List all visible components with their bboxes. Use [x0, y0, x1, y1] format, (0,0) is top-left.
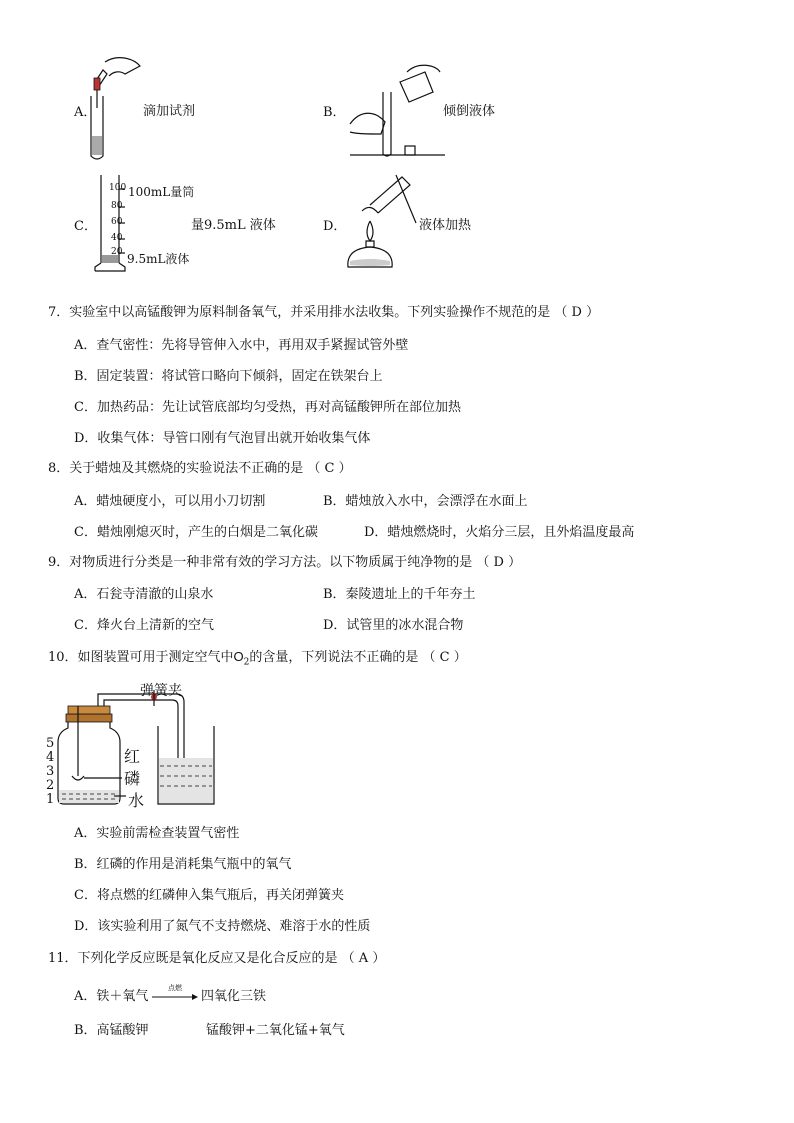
phosphorus-label: 磷: [124, 769, 141, 788]
q11-option-b-reactant: B．高锰酸钾: [74, 1023, 149, 1038]
q7-option-d: D．收集气体：导管口刚有气泡冒出就开始收集气体: [74, 431, 371, 446]
cylinder-mark-40: 40: [111, 233, 123, 243]
q10-stem-post: 的含量，下列说法不正确的是 （ C ）: [249, 650, 467, 665]
q9-option-c: C．烽火台上清新的空气: [74, 618, 214, 633]
bottle-mark-2: 2: [46, 778, 55, 793]
q6-option-b-letter: B．: [323, 105, 346, 120]
q6-option-c-letter: C．: [74, 219, 97, 234]
q7-option-c: C．加热药品：先让试管底部均匀受热，再对高锰酸钾所在部位加热: [74, 400, 461, 415]
clamp-label: 弹簧夹: [140, 683, 182, 699]
reaction-arrow: [152, 993, 200, 1001]
heating-figure: [340, 175, 420, 275]
cylinder-name: 100mL量筒: [128, 185, 195, 199]
q6-option-b-label: 倾倒液体: [443, 104, 496, 119]
q11-stem: 11．下列化学反应既是氧化反应又是化合反应的是 （ A ）: [48, 951, 386, 966]
cylinder-mark-80: 80: [111, 201, 123, 211]
cylinder-liquid: 9.5mL液体: [127, 252, 190, 266]
q8-stem: 8．关于蜡烛及其燃烧的实验说法不正确的是 （ C ）: [48, 461, 352, 476]
cylinder-mark-100: 100: [109, 183, 127, 193]
q6-option-c-label: 量9.5mL 液体: [191, 218, 276, 233]
q6-option-d-label: 液体加热: [419, 218, 472, 233]
q10-option-d: D．该实验利用了氮气不支持燃烧、难溶于水的性质: [74, 919, 371, 934]
q11-option-a-reactants: A．铁＋氧气: [74, 989, 149, 1004]
q8-option-c: C．蜡烛刚熄灭时，产生的白烟是二氧化碳: [74, 525, 318, 540]
cylinder-mark-20: 20: [111, 247, 123, 257]
q7-option-b: B．固定装置：将试管口略向下倾斜，固定在铁架台上: [74, 369, 383, 384]
bottle-mark-1: 1: [46, 792, 55, 807]
q11-option-a-condition: 点燃: [168, 984, 182, 992]
q10-option-c: C．将点燃的红磷伸入集气瓶后，再关闭弹簧夹: [74, 888, 344, 903]
q8-option-b: B．蜡烛放入水中，会漂浮在水面上: [323, 494, 528, 509]
q6-option-d-letter: D．: [323, 219, 347, 234]
q6-option-a-label: 滴加试剂: [143, 104, 196, 119]
pouring-figure: [345, 62, 455, 162]
q10-stem-sub: 2: [243, 657, 250, 668]
q7-option-a: A．查气密性：先将导管伸入水中，再用双手紧握试管外壁: [74, 338, 409, 353]
q6-option-a-letter: A．: [74, 105, 97, 120]
red-label: 红: [124, 747, 141, 766]
q10-stem-pre: 10．如图装置可用于测定空气中: [48, 650, 234, 665]
q9-stem: 9．对物质进行分类是一种非常有效的学习方法。以下物质属于纯净物的是 （ D ）: [48, 555, 522, 570]
q9-option-a: A．石瓮寺清澈的山泉水: [74, 587, 214, 602]
q10-stem-formula: O: [233, 649, 244, 664]
bottle-mark-3: 3: [46, 764, 55, 779]
q9-option-d: D．试管里的冰水混合物: [323, 618, 464, 633]
q8-option-a: A．蜡烛硬度小，可以用小刀切割: [74, 494, 266, 509]
q9-option-b: B．秦陵遗址上的千年夯土: [323, 587, 476, 602]
q7-stem: 7．实验室中以高锰酸钾为原料制备氧气，并采用排水法收集。下列实验操作不规范的是 （ D ）: [48, 305, 600, 320]
q10-stem: [48, 649, 467, 671]
water-label: 水: [128, 791, 145, 810]
q11-option-b-products: 锰酸钾+二氧化锰+氧气: [206, 1023, 345, 1038]
bottle-mark-5: 5: [46, 736, 55, 751]
q8-option-d: D．蜡烛燃烧时，火焰分三层，且外焰温度最高: [364, 525, 635, 540]
q11-option-a-product: 四氧化三铁: [201, 989, 267, 1004]
q10-option-b: B．红磷的作用是消耗集气瓶中的氧气: [74, 857, 292, 872]
cylinder-mark-60: 60: [111, 217, 123, 227]
q10-option-a: A．实验前需检查装置气密性: [74, 826, 240, 841]
bottle-mark-4: 4: [46, 750, 55, 765]
